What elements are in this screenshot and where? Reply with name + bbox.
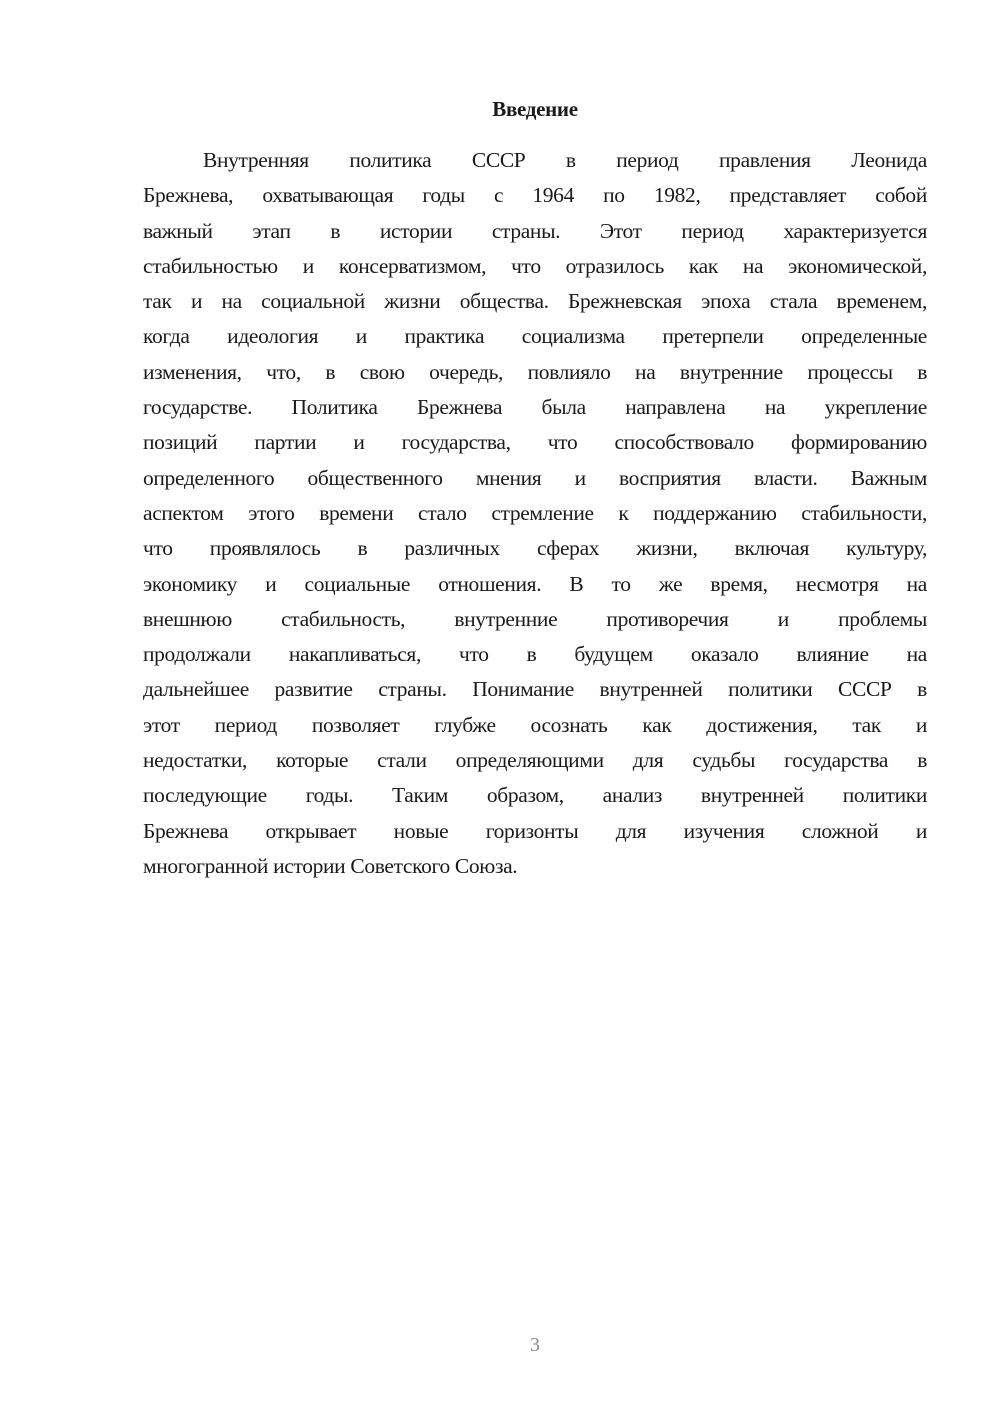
paragraph-line: многогранной истории Советского Союза. — [143, 853, 518, 878]
paragraph-line: стабильностью и консерватизмом, что отразилось как на экономической, — [143, 253, 927, 278]
paragraph-line: так и на социальной жизни общества. Брежневская эпоха стала временем, — [143, 289, 927, 314]
paragraph-line: Брежнева, охватывающая годы с 1964 по 1982, представляет собой — [143, 183, 927, 208]
paragraph-line: продолжали накапливаться, что в будущем оказало влияние на — [143, 642, 927, 667]
intro-paragraph — [143, 145, 927, 886]
paragraph-line: важный этап в истории страны. Этот период характеризуется — [143, 218, 927, 243]
paragraph-line: внешнюю стабильность, внутренние противоречия и проблемы — [143, 606, 927, 631]
paragraph-line: недостатки, которые стали определяющими для судьбы государства в — [143, 748, 927, 773]
paragraph-line: Брежнева открывает новые горизонты для изучения сложной и — [143, 818, 927, 843]
paragraph-line: определенного общественного мнения и восприятия власти. Важным — [143, 465, 927, 490]
paragraph-line: изменения, что, в свою очередь, повлияло на внутренние процессы в — [143, 359, 927, 384]
page-number: 3 — [530, 1334, 540, 1356]
paragraph-line: последующие годы. Таким образом, анализ внутренней политики — [143, 783, 927, 808]
paragraph-line: экономику и социальные отношения. В то же время, несмотря на — [143, 571, 927, 596]
paragraph-line: государстве. Политика Брежнева была направлена на укрепление — [143, 395, 927, 420]
paragraph-line: что проявлялось в различных сферах жизни, включая культуру, — [143, 536, 927, 561]
paragraph-line: аспектом этого времени стало стремление к поддержанию стабильности, — [143, 500, 927, 525]
paragraph-line: позиций партии и государства, что способствовало формированию — [143, 430, 927, 455]
paragraph-line: этот период позволяет глубже осознать как достижения, так и — [143, 712, 927, 737]
page-title: Введение — [492, 97, 578, 121]
paragraph-line: дальнейшее развитие страны. Понимание внутренней политики СССР в — [143, 677, 927, 702]
paragraph-line: Внутренняя политика СССР в период правления Леонида — [203, 148, 927, 172]
paragraph-line: когда идеология и практика социализма претерпели определенные — [143, 324, 927, 349]
